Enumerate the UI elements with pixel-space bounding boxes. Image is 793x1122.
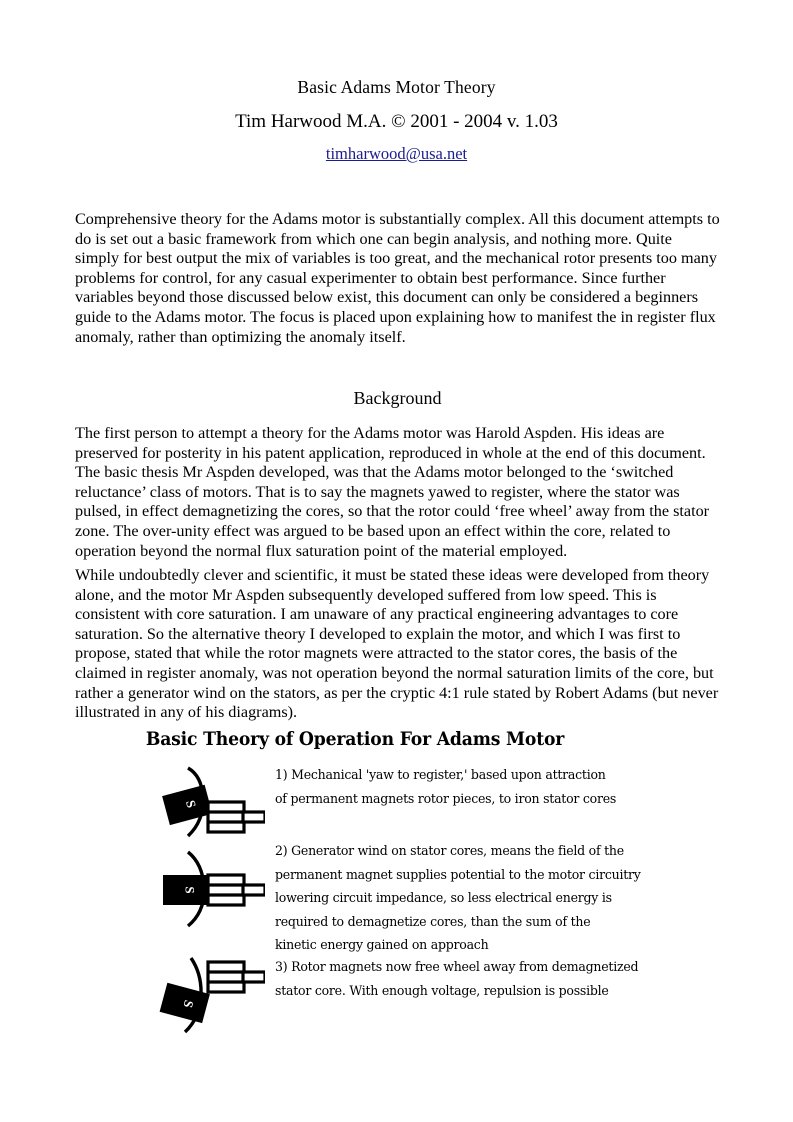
- figure-step-1-caption: [275, 764, 693, 811]
- author-email-link[interactable]: timharwood@usa.net: [325, 144, 468, 163]
- figure-step-3-caption: [275, 956, 693, 1003]
- stator-shaft: [243, 885, 265, 895]
- stator-core-body: [208, 875, 244, 905]
- magnet-pole-label: S: [182, 798, 200, 810]
- author-byline: Tim Harwood M.A. © 2001 - 2004 v. 1.03: [235, 111, 558, 132]
- magnet-pole-label: S: [180, 998, 197, 1010]
- caption-line: 2) Generator wind on stator cores, means the field of the: [275, 844, 624, 859]
- motor-diagram-step-3: [155, 956, 265, 1036]
- motor-diagram-step-2: [155, 850, 265, 930]
- caption-line: of permanent magnets rotor pieces, to iron stator cores: [275, 791, 617, 807]
- stator-core-body: [208, 802, 244, 832]
- figure-step-3: [75, 956, 720, 1038]
- rotor-magnet-block: [162, 785, 212, 825]
- figure-step-2: [75, 840, 720, 952]
- caption-line: 1) Mechanical 'yaw to register,' based upon attraction: [275, 768, 606, 783]
- stator-shaft: [243, 972, 265, 982]
- figure-heading: Basic Theory of Operation For Adams Motor: [145, 729, 565, 750]
- caption-line: required to demagnetize cores, than the sum of the: [275, 914, 591, 930]
- stator-assembly: [208, 802, 265, 832]
- caption-line: 3) Rotor magnets now free wheel away from demagnetized: [275, 960, 639, 975]
- caption-line: lowering circuit impedance, so less electrical energy is: [275, 891, 612, 906]
- page-title: Basic Adams Motor Theory: [297, 77, 496, 97]
- background-paragraph-2: While undoubtedly clever and scientific, it must be stated these ideas were developed from theory alone, and the motor Mr Aspden subsequently developed suffered from low speed. This is consistent with core saturation. I am unaware of any practical engineering advantages to core saturation. So the alternative theory I developed to explain the motor, and which I was first to propose, stated that while the rotor magnets were attracted to the stator cores, the basis of the claimed in register anomaly, was not operation beyond the normal saturation limits of the core, but rather a generator wind on the stators, as per the cryptic 4:1 rule stated by Robert Adams (but never illustrated in any of his diagrams).: [75, 566, 719, 722]
- caption-line: kinetic energy gained on approach: [275, 938, 489, 953]
- figure-step-1: [75, 764, 720, 842]
- theory-of-operation-figure: [75, 728, 720, 1058]
- magnet-pole-label: S: [182, 886, 198, 894]
- author-email-line: [75, 143, 718, 164]
- intro-paragraph: Comprehensive theory for the Adams motor is substantially complex. All this document attempts to do is set out a basic framework from which one can begin analysis, and nothing more. Quite simply for best output the mix of variables is too great, and the mechanical rotor presents too many problems for control, for any casual experimenter to obtain best performance. Since further variables beyond those discussed below exist, this document can only be considered a beginners guide to the Adams motor. The focus is placed upon explaining how to manifest the in register flux anomaly, rather than optimizing the anomaly itself.: [75, 210, 720, 346]
- figure-step-2-caption: [275, 840, 693, 958]
- caption-line: permanent magnet supplies potential to the motor circuitry: [275, 867, 641, 883]
- rotor-magnet-block: [163, 875, 208, 905]
- stator-assembly: [208, 875, 265, 905]
- stator-shaft: [243, 812, 265, 822]
- stator-core-body: [208, 962, 244, 992]
- background-paragraph-1: The first person to attempt a theory for the Adams motor was Harold Aspden. His ideas are preserved for posterity in his patent application, reproduced in whole at the end of this document. The basic thesis Mr Aspden developed, was that the Adams motor belonged to the ‘switched reluctance’ class of motors. That is to say the magnets yawed to register, where the stator was pulsed, in effect demagnetizing the cores, so that the rotor could ‘free wheel’ away from the stator zone. The over-unity effect was argued to be based upon an effect within the core, related to operation beyond the normal flux saturation point of the material employed.: [75, 424, 710, 560]
- motor-diagram-step-1: [155, 764, 265, 844]
- stator-assembly: [208, 962, 265, 992]
- caption-line: stator core. With enough voltage, repulsion is possible: [275, 983, 609, 999]
- section-heading-background: Background: [353, 388, 442, 408]
